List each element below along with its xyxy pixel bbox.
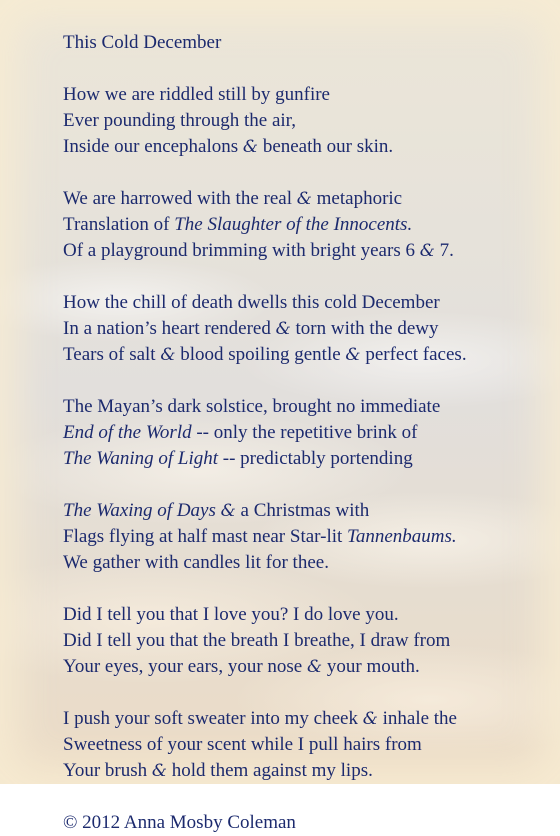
poem-line bbox=[63, 706, 543, 732]
line-text: 7. bbox=[434, 240, 454, 261]
line-text: Sweetness of your scent while I pull hairs from bbox=[63, 734, 422, 755]
line-text: Flags flying at half mast near Star-lit bbox=[63, 526, 348, 547]
line-text: blood spoiling gentle bbox=[175, 344, 346, 365]
italic-text: The Waxing of Days bbox=[63, 500, 221, 521]
stanza bbox=[63, 290, 543, 368]
copyright-notice: © 2012 Anna Mosby Coleman bbox=[63, 812, 296, 833]
poem-line bbox=[63, 316, 543, 342]
poem-line bbox=[63, 524, 543, 550]
ampersand: & bbox=[419, 241, 435, 261]
line-text: beneath our skin. bbox=[258, 136, 394, 157]
ampersand: & bbox=[151, 761, 168, 781]
ampersand: & bbox=[296, 189, 312, 209]
ampersand: & bbox=[345, 345, 361, 365]
line-text: Tears of salt bbox=[63, 344, 161, 365]
line-text: I push your soft sweater into my cheek bbox=[63, 708, 363, 729]
line-text: your mouth. bbox=[322, 656, 420, 677]
line-text: Inside our encephalons bbox=[63, 136, 243, 157]
line-text: How the chill of death dwells this cold December bbox=[63, 292, 440, 313]
poem-line bbox=[63, 654, 543, 680]
poem-line bbox=[63, 732, 543, 758]
poem-line bbox=[63, 758, 543, 784]
poem-line bbox=[63, 498, 543, 524]
ampersand: & bbox=[242, 137, 259, 157]
italic-text: End of the World bbox=[63, 422, 192, 443]
poem-line bbox=[63, 238, 543, 264]
poem-line bbox=[63, 602, 543, 628]
line-text: hold them against my lips. bbox=[167, 760, 373, 781]
italic-text: The Waning of Light bbox=[63, 448, 219, 469]
poem-line bbox=[63, 420, 543, 446]
italic-text: The Slaughter of the Innocents. bbox=[174, 214, 413, 235]
poem-line bbox=[63, 342, 543, 368]
line-text: Did I tell you that the breath I breathe, I draw from bbox=[63, 630, 451, 651]
line-text: In a nation’s heart rendered bbox=[63, 318, 276, 339]
line-text: -- predictably portending bbox=[218, 448, 413, 469]
line-text: The Mayan’s dark solstice, brought no immediate bbox=[63, 396, 441, 417]
poem-line bbox=[63, 550, 543, 576]
poem-body bbox=[63, 30, 543, 836]
ampersand: & bbox=[275, 319, 291, 339]
poem-line bbox=[63, 394, 543, 420]
stanza bbox=[63, 706, 543, 784]
line-text: We are harrowed with the real bbox=[63, 188, 297, 209]
poem-line bbox=[63, 290, 543, 316]
line-text: Your brush bbox=[63, 760, 152, 781]
ampersand: & bbox=[306, 657, 323, 677]
stanza bbox=[63, 602, 543, 680]
line-text: Translation of bbox=[63, 214, 175, 235]
line-text: Your eyes, your ears, your nose bbox=[63, 656, 307, 677]
line-text: Did I tell you that I love you? I do love you. bbox=[63, 604, 399, 625]
stanza bbox=[63, 498, 543, 576]
line-text: Of a playground brimming with bright years 6 bbox=[63, 240, 420, 261]
poem-line bbox=[63, 108, 543, 134]
line-text: perfect faces. bbox=[360, 344, 467, 365]
stanza bbox=[63, 186, 543, 264]
line-text: a Christmas with bbox=[235, 500, 370, 521]
line-text: How we are riddled still by gunfire bbox=[63, 84, 330, 105]
line-text: inhale the bbox=[377, 708, 457, 729]
ampersand: & bbox=[160, 345, 176, 365]
line-text: torn with the dewy bbox=[290, 318, 439, 339]
italic-text: Tannenbaums. bbox=[347, 526, 457, 547]
line-text: metaphoric bbox=[311, 188, 403, 209]
line-text: Ever pounding through the air, bbox=[63, 110, 296, 131]
poem-line bbox=[63, 134, 543, 160]
line-text: We gather with candles lit for thee. bbox=[63, 552, 329, 573]
poem-line bbox=[63, 82, 543, 108]
poem-line bbox=[63, 212, 543, 238]
poem-line bbox=[63, 446, 543, 472]
line-text: -- only the repetitive brink of bbox=[191, 422, 418, 443]
stanza bbox=[63, 394, 543, 472]
poem-title: This Cold December bbox=[63, 32, 222, 53]
poem-stanzas bbox=[63, 82, 543, 784]
poem-line bbox=[63, 186, 543, 212]
ampersand: & bbox=[362, 709, 378, 729]
ampersand: & bbox=[220, 501, 236, 521]
stanza bbox=[63, 82, 543, 160]
poem-line bbox=[63, 628, 543, 654]
